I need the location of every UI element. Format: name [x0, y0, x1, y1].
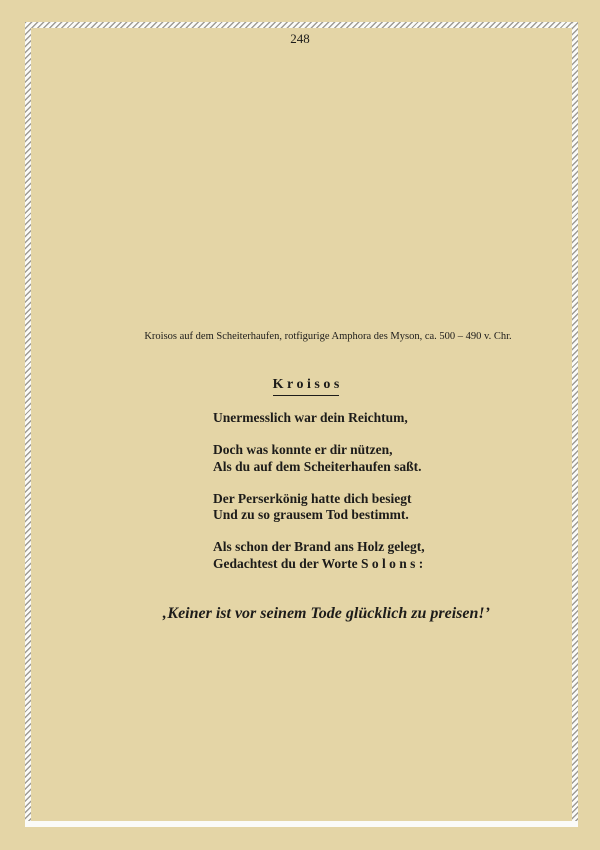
figure-caption: Kroisos auf dem Scheiterhaufen, rotfigurige Amphora des Myson, ca. 500 – 490 v. Chr.: [144, 331, 512, 342]
page-border-right: [572, 22, 578, 827]
poem-stanza: [213, 410, 543, 427]
poem-title: [106, 376, 506, 396]
page-border-bottom: [25, 821, 578, 827]
poem-stanza: [213, 539, 543, 572]
poem-stanza: [213, 442, 543, 475]
poem-line: Als du auf dem Scheiterhaufen saßt.: [213, 458, 422, 474]
poem-line: Doch was konnte er dir nützen,: [213, 442, 393, 457]
poem-line: Gedachtest du der Worte S o l o n s :: [213, 555, 424, 571]
poem-title-text: K r o i s o s: [273, 376, 340, 396]
poem-line: Und zu so grausem Tod bestimmt.: [213, 507, 409, 522]
solon-quote: ‚Keiner ist vor seinem Tode glücklich zu preisen!’: [162, 605, 490, 622]
poem-stanza: [213, 491, 543, 524]
poem: [213, 410, 543, 588]
poem-line: Als schon der Brand ans Holz gelegt,: [213, 539, 425, 554]
poem-line: Unermesslich war dein Reichtum,: [213, 410, 408, 425]
page-border-top: [25, 22, 578, 28]
page-number: 248: [290, 31, 310, 46]
poem-line: Der Perserkönig hatte dich besiegt: [213, 490, 412, 506]
page-border-left: [25, 22, 31, 827]
